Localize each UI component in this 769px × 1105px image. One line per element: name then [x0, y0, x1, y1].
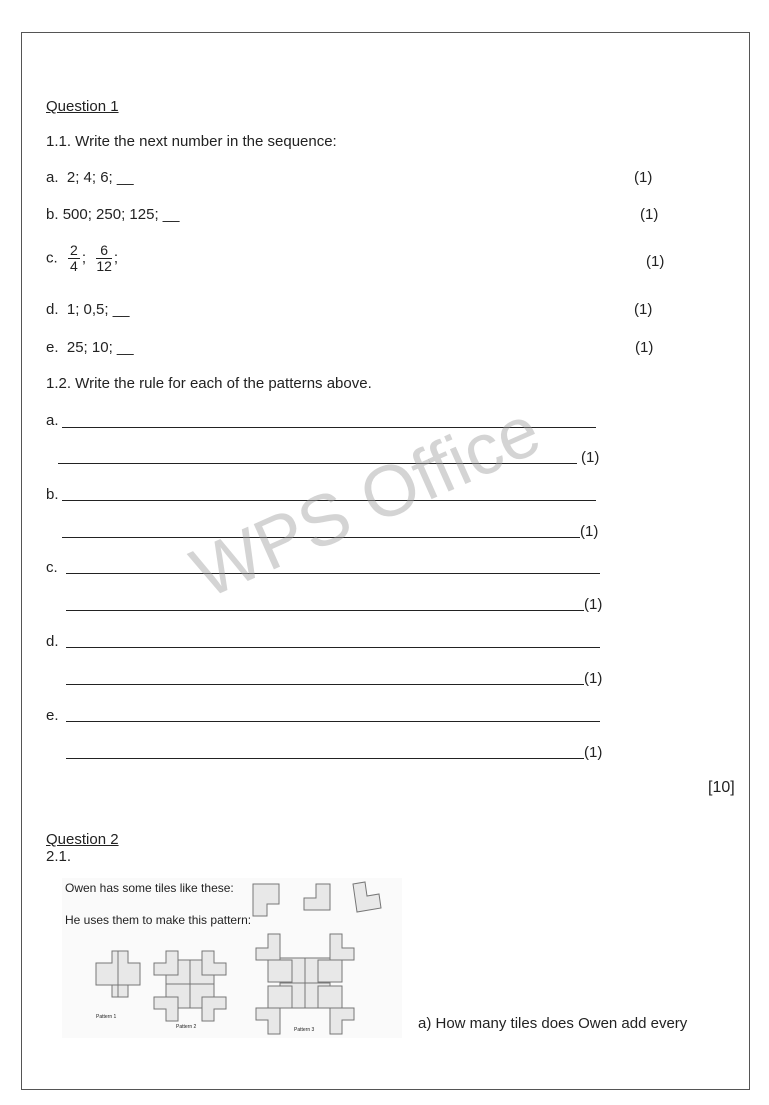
image-caption-2: He uses them to make this pattern:: [65, 913, 252, 927]
seq-c: c. $\frac{2}{4}$ ; $\frac{6}{12}$ ;: [46, 242, 119, 274]
label: c.: [46, 249, 58, 267]
subquestion-2-1: 2.1.: [46, 848, 72, 865]
rule-label: e.: [46, 707, 59, 724]
tile-pattern-image: [62, 878, 402, 1043]
label: d.: [46, 301, 59, 318]
seq-text: 25; 10; __: [66, 339, 134, 356]
total-marks: [10]: [708, 779, 735, 796]
seq-text: 1; 0,5; __: [66, 301, 130, 318]
label: e.: [46, 339, 59, 356]
label: b.: [46, 206, 59, 223]
label: a.: [46, 169, 59, 186]
pattern-3-label: Pattern 3: [294, 1027, 315, 1033]
seq-text: 2; 4; 6; __: [66, 169, 134, 186]
question-2a: a) How many tiles does Owen add every: [418, 1015, 688, 1032]
subquestion-1-1: 1.1. Write the next number in the sequence:: [46, 133, 337, 150]
mark: (1): [581, 449, 600, 466]
answer-line[interactable]: [66, 647, 600, 648]
mark: (1): [640, 206, 659, 223]
answer-line[interactable]: [66, 573, 600, 574]
mark: (1): [580, 523, 599, 540]
pattern-2-label: Pattern 2: [176, 1024, 197, 1030]
seq-d: [46, 301, 129, 318]
mark: (1): [634, 169, 653, 186]
watermark: WPS Office: [180, 390, 552, 614]
seq-text: 500; 250; 125; __: [62, 206, 180, 223]
fraction: $\frac{2}{4}$: [70, 242, 78, 274]
rule-label: a.: [46, 412, 59, 429]
subquestion-1-2: 1.2. Write the rule for each of the patterns above.: [46, 375, 372, 392]
fraction: $\frac{6}{12}$: [96, 242, 112, 274]
answer-line[interactable]: [66, 610, 584, 611]
mark: (1): [646, 253, 665, 270]
answer-line[interactable]: [66, 758, 584, 759]
rule-label: b.: [46, 486, 59, 503]
mark: (1): [635, 339, 654, 356]
mark: (1): [584, 744, 603, 761]
seq-a: [46, 169, 134, 186]
pattern-1-label: Pattern 1: [96, 1014, 117, 1020]
rule-label: c.: [46, 559, 58, 576]
rule-label: d.: [46, 633, 59, 650]
seq-b: [46, 206, 179, 223]
question-2-title: Question 2: [46, 831, 119, 848]
question-1-title: Question 1: [46, 98, 119, 115]
image-caption-1: Owen has some tiles like these:: [65, 881, 234, 895]
seq-e: [46, 339, 134, 356]
answer-line[interactable]: [66, 684, 584, 685]
answer-line[interactable]: [66, 721, 600, 722]
mark: (1): [634, 301, 653, 318]
mark: (1): [584, 596, 603, 613]
mark: (1): [584, 670, 603, 687]
